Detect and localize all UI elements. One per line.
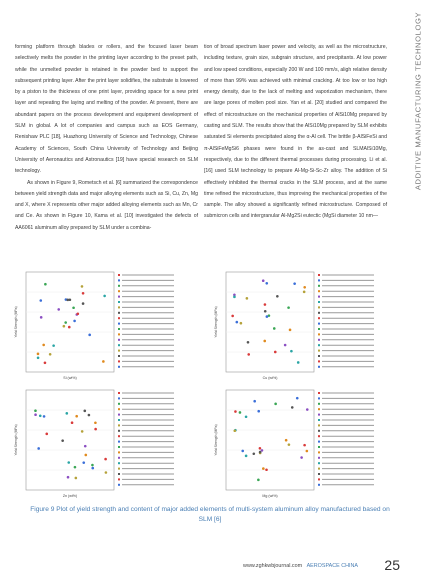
data-point bbox=[257, 410, 260, 413]
legend-swatch bbox=[118, 419, 120, 421]
legend-swatch bbox=[118, 392, 120, 394]
legend-swatch bbox=[318, 333, 320, 335]
data-point bbox=[273, 327, 276, 330]
data-point bbox=[303, 291, 306, 294]
legend-swatch bbox=[118, 339, 120, 341]
data-point bbox=[82, 302, 85, 305]
data-point bbox=[264, 303, 267, 306]
data-point bbox=[265, 468, 268, 471]
data-point bbox=[288, 443, 291, 446]
plot-area bbox=[226, 390, 314, 490]
legend-swatch bbox=[318, 468, 320, 470]
legend-swatch bbox=[318, 484, 320, 486]
plot-panel-cu bbox=[214, 272, 374, 380]
legend-swatch bbox=[118, 408, 120, 410]
data-point bbox=[234, 410, 237, 413]
y-axis-label: Yield Strength (MPa) bbox=[14, 306, 18, 338]
legend-swatch bbox=[318, 419, 320, 421]
legend-swatch bbox=[118, 323, 120, 325]
data-point bbox=[102, 360, 105, 363]
data-point bbox=[81, 430, 84, 433]
data-point bbox=[75, 415, 78, 418]
data-point bbox=[72, 306, 75, 309]
plot-area bbox=[226, 272, 314, 372]
data-point bbox=[64, 321, 67, 324]
legend-swatch bbox=[318, 446, 320, 448]
plot-legend bbox=[118, 274, 174, 368]
plot-panel-zn bbox=[14, 390, 174, 498]
legend-swatch bbox=[318, 397, 320, 399]
section-title: ADDITIVE MANUFACTURING TECHNOLOGY bbox=[413, 11, 423, 191]
legend-swatch bbox=[118, 290, 120, 292]
legend-swatch bbox=[318, 355, 320, 357]
data-point bbox=[94, 421, 97, 424]
data-point bbox=[274, 351, 277, 354]
data-point bbox=[77, 312, 80, 315]
data-point bbox=[263, 340, 266, 343]
legend-swatch bbox=[318, 414, 320, 416]
paragraph: tion of broad spectrum laser power and velocity, as well as the microstructure, including texture, grain size, subgrain structure, and precipitants. At low power and low speed conditions, especially 200 W and 100 mm/s, aligh relative density of more than 99% was achieved with minimal cracking. At too low or too high energy density, due to the lack of melting and vaporization mechanism, there are large pores of molten pool size. Yan et al. [20] studied and compared the effect of microstructure on the mechanical properties of AlSi10Mg prepared by casting and SLM. The results show that the AlSi10Mg prepared by SLM exhibits saturated Si elements precipitated along the α-Al cell. The brittle β-AlSiFeSi and π-AlSiFeMgSi6 phases were found in the as-cast and SLMAlSi10Mg, respectively, due to the different thermal processes during processing. Li et al. [16] used SLM technology to prepare Al-Mg-Si-Sc-Zr alloy. The addition of Si effectively inhibited the thermal cracks in the SLM process, and at the same time refined the microstructure, thus improving the mechanical properties of the sample. The alloy showed a significantly refined microstructure. Composed of submicron cells and intergranular Al-Mg2Si eutectic (MgSi diameter 10 nm— bbox=[204, 44, 387, 220]
data-point bbox=[84, 454, 87, 457]
footer-journal: AEROSPACE CHINA bbox=[306, 563, 358, 569]
legend-swatch bbox=[118, 468, 120, 470]
legend-swatch bbox=[118, 360, 120, 362]
data-point bbox=[291, 406, 294, 409]
legend-swatch bbox=[118, 355, 120, 357]
data-point bbox=[253, 452, 256, 455]
legend-swatch bbox=[118, 306, 120, 308]
data-point bbox=[290, 350, 293, 353]
data-point bbox=[297, 361, 300, 364]
data-point bbox=[287, 306, 290, 309]
data-point bbox=[40, 316, 43, 319]
data-point bbox=[49, 353, 52, 356]
legend-swatch bbox=[118, 451, 120, 453]
data-point bbox=[66, 412, 69, 415]
legend-swatch bbox=[118, 424, 120, 426]
legend-swatch bbox=[118, 350, 120, 352]
data-point bbox=[83, 410, 86, 413]
legend-swatch bbox=[318, 301, 320, 303]
y-axis-label: Yield Strength (MPa) bbox=[14, 424, 18, 456]
data-point bbox=[259, 451, 262, 454]
legend-swatch bbox=[118, 430, 120, 432]
data-point bbox=[68, 326, 71, 329]
x-axis-label: Mg (wt%) bbox=[262, 494, 278, 498]
data-point bbox=[231, 315, 234, 318]
legend-swatch bbox=[318, 339, 320, 341]
data-point bbox=[66, 299, 69, 302]
plot-area bbox=[26, 390, 114, 490]
legend-swatch bbox=[318, 317, 320, 319]
legend-swatch bbox=[318, 403, 320, 405]
legend-swatch bbox=[318, 328, 320, 330]
data-point bbox=[262, 467, 265, 470]
data-point bbox=[233, 296, 236, 299]
legend-swatch bbox=[318, 462, 320, 464]
plot-legend bbox=[318, 274, 374, 368]
legend-swatch bbox=[118, 403, 120, 405]
legend-swatch bbox=[118, 462, 120, 464]
legend-swatch bbox=[118, 366, 120, 368]
data-point bbox=[245, 455, 248, 458]
legend-swatch bbox=[318, 323, 320, 325]
legend-swatch bbox=[318, 441, 320, 443]
data-point bbox=[247, 341, 250, 344]
plot-legend bbox=[318, 392, 374, 486]
legend-swatch bbox=[118, 397, 120, 399]
data-point bbox=[245, 415, 248, 418]
data-point bbox=[44, 283, 47, 286]
legend-swatch bbox=[318, 296, 320, 298]
legend-swatch bbox=[318, 392, 320, 394]
data-point bbox=[300, 456, 303, 459]
data-point bbox=[103, 295, 106, 298]
data-point bbox=[43, 415, 46, 418]
data-point bbox=[61, 439, 64, 442]
data-point bbox=[91, 464, 94, 467]
x-axis-label: Zn (wt%) bbox=[62, 494, 78, 498]
data-point bbox=[67, 476, 70, 479]
page-footer bbox=[170, 557, 410, 574]
data-point bbox=[239, 411, 242, 414]
data-point bbox=[285, 439, 288, 442]
data-point bbox=[37, 353, 40, 356]
data-point bbox=[246, 297, 249, 300]
legend-swatch bbox=[318, 312, 320, 314]
data-point bbox=[104, 458, 107, 461]
legend-swatch bbox=[318, 285, 320, 287]
data-point bbox=[45, 433, 48, 436]
legend-swatch bbox=[318, 451, 320, 453]
y-axis-label: Yield Strength (MPa) bbox=[214, 424, 218, 456]
data-point bbox=[289, 329, 292, 332]
text-column-right bbox=[204, 42, 387, 223]
legend-swatch bbox=[318, 435, 320, 437]
data-point bbox=[306, 450, 309, 453]
legend-swatch bbox=[318, 473, 320, 475]
legend-swatch bbox=[118, 274, 120, 276]
legend-swatch bbox=[318, 344, 320, 346]
data-point bbox=[39, 299, 42, 302]
section-header bbox=[411, 6, 425, 196]
plot-panel-si bbox=[14, 272, 174, 380]
figure-caption: Figure 9 Plot of yield strength and content of major added elements of multi-system aluminum alloy manufactured based on SLM [6] bbox=[30, 506, 390, 523]
legend-swatch bbox=[118, 301, 120, 303]
data-point bbox=[82, 292, 85, 295]
x-axis-label: Si (wt%) bbox=[63, 376, 77, 380]
legend-swatch bbox=[318, 424, 320, 426]
data-point bbox=[91, 467, 94, 470]
data-point bbox=[52, 344, 55, 347]
legend-swatch bbox=[118, 344, 120, 346]
legend-swatch bbox=[118, 473, 120, 475]
data-point bbox=[284, 344, 287, 347]
data-point bbox=[67, 461, 70, 464]
legend-swatch bbox=[118, 312, 120, 314]
data-point bbox=[303, 444, 306, 447]
figure-9 bbox=[8, 268, 408, 498]
legend-swatch bbox=[118, 435, 120, 437]
legend-swatch bbox=[118, 478, 120, 480]
data-point bbox=[236, 321, 239, 324]
data-point bbox=[296, 397, 299, 400]
data-point bbox=[81, 285, 84, 288]
data-point bbox=[266, 315, 269, 318]
data-point bbox=[82, 461, 85, 464]
legend-swatch bbox=[118, 457, 120, 459]
data-point bbox=[37, 357, 40, 360]
data-point bbox=[75, 477, 78, 480]
data-point bbox=[37, 447, 40, 450]
data-point bbox=[293, 282, 296, 285]
legend-swatch bbox=[118, 333, 120, 335]
legend-swatch bbox=[318, 478, 320, 480]
legend-swatch bbox=[318, 457, 320, 459]
data-point bbox=[39, 414, 42, 417]
plot-legend bbox=[118, 392, 174, 486]
footer-url bbox=[243, 563, 358, 569]
legend-swatch bbox=[118, 296, 120, 298]
data-point bbox=[74, 466, 77, 469]
legend-swatch bbox=[318, 366, 320, 368]
legend-swatch bbox=[318, 290, 320, 292]
figure-plots bbox=[8, 268, 408, 498]
legend-swatch bbox=[118, 317, 120, 319]
data-point bbox=[88, 414, 91, 417]
data-point bbox=[34, 413, 37, 416]
data-point bbox=[241, 450, 244, 453]
data-point bbox=[265, 282, 268, 285]
data-point bbox=[105, 471, 108, 474]
legend-swatch bbox=[118, 484, 120, 486]
data-point bbox=[73, 320, 76, 323]
legend-swatch bbox=[318, 408, 320, 410]
y-axis-label: Yield Strength (MPa) bbox=[214, 306, 218, 338]
data-point bbox=[63, 325, 66, 328]
data-point bbox=[276, 295, 279, 298]
legend-swatch bbox=[118, 328, 120, 330]
data-point bbox=[34, 409, 37, 412]
data-point bbox=[259, 447, 262, 450]
legend-swatch bbox=[118, 446, 120, 448]
data-point bbox=[233, 429, 236, 432]
text-column-left bbox=[15, 42, 198, 234]
data-point bbox=[94, 428, 97, 431]
data-point bbox=[274, 403, 277, 406]
data-point bbox=[57, 308, 60, 311]
legend-swatch bbox=[318, 306, 320, 308]
legend-swatch bbox=[118, 285, 120, 287]
data-point bbox=[247, 353, 250, 356]
data-point bbox=[84, 445, 87, 448]
data-point bbox=[42, 344, 45, 347]
data-point bbox=[262, 279, 265, 282]
data-point bbox=[71, 421, 74, 424]
legend-swatch bbox=[318, 274, 320, 276]
data-point bbox=[88, 334, 91, 337]
plot-area bbox=[26, 272, 114, 372]
data-point bbox=[253, 400, 256, 403]
legend-swatch bbox=[318, 360, 320, 362]
page-number: 25 bbox=[384, 557, 400, 573]
legend-swatch bbox=[118, 279, 120, 281]
data-point bbox=[303, 286, 306, 289]
data-point bbox=[306, 408, 309, 411]
footer-url-text: www.zghkwbjournal.com bbox=[243, 563, 303, 569]
x-axis-label: Cu (wt%) bbox=[262, 376, 278, 380]
legend-swatch bbox=[118, 441, 120, 443]
plot-panel-mg bbox=[214, 390, 374, 498]
paragraph: forming platform through blades or rollers, and the focused laser beam selectively melts the powder in the printing layer according to the preset path, while the unmelted powder is retained in the powder bed to support the subsequent printing layer. After the print layer solidifies, the substrate is lowered by a piston to the thickness of one print layer, providing space for a new print layer and repeating the laying and melting of the powder. At present, there are abundant papers on the process development and equipment development of SLM in global. A lot of companies and campus such as EOS Germany, Renishaw PLC [18], Huazhong University of Science and Technology, Chinese Academy of Sciences, South China University of Technology and Beijing University of Aeronautics and Astronautics [19] have special research on SLM technology. bbox=[15, 44, 198, 175]
paragraph: As shown in Figure 9, Rometsch et al. [6] summarized the correspondence between yield strength data and major alloying elements such as Si, Cu, Zn, Mg and X, where X represents other major added alloying elements such as Mn, Cr and Ce. As shown in Figure 10, Kama et al. [10] investigated the defects of AA6061 aluminum alloy prepared by SLM under a combina- bbox=[15, 179, 198, 231]
legend-swatch bbox=[318, 279, 320, 281]
legend-swatch bbox=[318, 430, 320, 432]
data-point bbox=[257, 479, 260, 482]
legend-swatch bbox=[318, 350, 320, 352]
data-point bbox=[264, 310, 267, 313]
legend-swatch bbox=[118, 414, 120, 416]
data-point bbox=[44, 361, 47, 364]
data-point bbox=[240, 322, 243, 325]
